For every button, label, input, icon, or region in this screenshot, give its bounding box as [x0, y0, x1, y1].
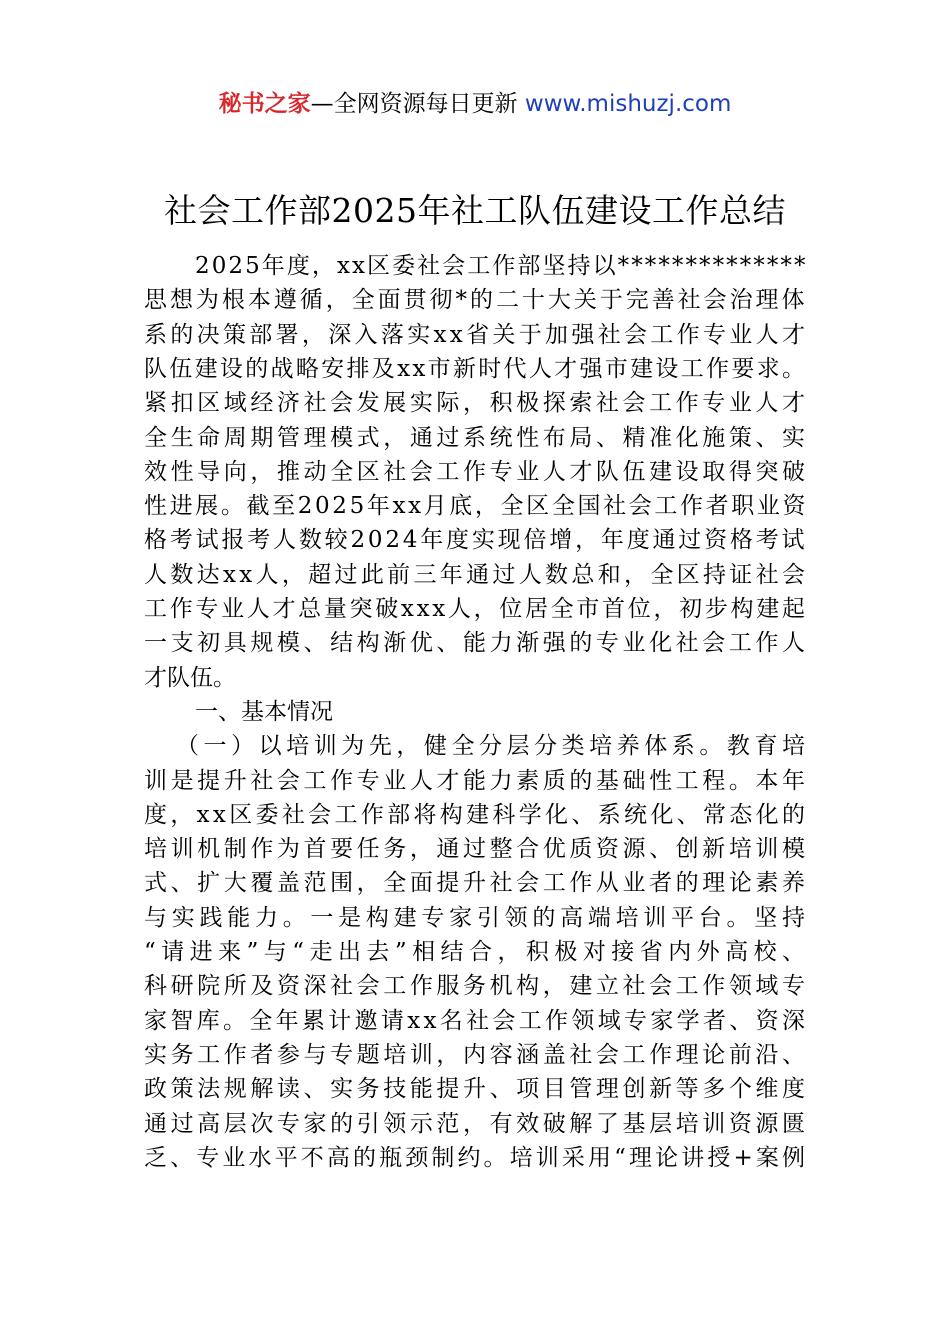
body-line: 政策法规解读、实务技能提升、项目管理创新等多个维度	[144, 1076, 809, 1103]
body-line: “请进来”与“走出去”相结合，积极对接省内外高校、	[144, 939, 811, 965]
body-line: 通过高层次专家的引领示范，有效破解了基层培训资源匮	[144, 1110, 809, 1137]
body-line: 实务工作者参与专题培训，内容涵盖社会工作理论前沿、	[144, 1041, 809, 1068]
body-line: 思想为根本遵循，全面贯彻*的二十大关于完善社会治理体	[144, 287, 808, 314]
body-line: 系的决策部署，深入落实xx省关于加强社会工作专业人才	[144, 321, 809, 348]
body-line: 紧扣区域经济社会发展实际，积极探索社会工作专业人才	[144, 390, 809, 417]
body-line: （一）以培训为先，健全分层分类培养体系。教育培	[176, 733, 810, 760]
body-line: 效性导向，推动全区社会工作专业人才队伍建设取得突破	[144, 458, 809, 485]
body-line: 一、基本情况	[195, 698, 333, 725]
header-tagline: —全网资源每日更新	[310, 91, 518, 117]
body-line: 训是提升社会工作专业人才能力素质的基础性工程。本年	[144, 767, 809, 794]
body-line: 全生命周期管理模式，通过系统性布局、精准化施策、实	[144, 424, 809, 451]
body-line: 一支初具规模、结构渐优、能力渐强的专业化社会工作人	[144, 630, 809, 657]
site-url-link[interactable]: www.mishuzj.com	[524, 91, 732, 117]
body-line: 人数达xx人，超过此前三年通过人数总和，全区持证社会	[144, 561, 809, 588]
body-line: 才队伍。	[144, 664, 236, 691]
body-line: 培训机制作为首要任务，通过整合优质资源、创新培训模	[144, 836, 809, 863]
body-line: 科研院所及资深社会工作服务机构，建立社会工作领域专	[144, 973, 809, 1000]
body-line: 2025年度，xx区委社会工作部坚持以**************	[195, 253, 808, 279]
site-header	[0, 86, 950, 122]
body-line: 乏、专业水平不高的瓶颈制约。培训采用“理论讲授+案例	[144, 1144, 809, 1171]
document-title: 社会工作部2025年社工队伍建设工作总结	[164, 191, 786, 230]
body-line: 格考试报考人数较2024年度实现倍增，年度通过资格考试	[144, 527, 808, 554]
body-line: 性进展。截至2025年xx月底，全区全国社会工作者职业资	[144, 493, 809, 520]
brand-name[interactable]: 秘书之家	[218, 91, 311, 117]
body-line: 工作专业人才总量突破xxx人，位居全市首位，初步构建起	[144, 596, 808, 622]
body-line: 度，xx区委社会工作部将构建科学化、系统化、常态化的	[144, 801, 809, 828]
body-line: 与实践能力。一是构建专家引领的高端培训平台。坚持	[144, 904, 810, 931]
body-line: 式、扩大覆盖范围，全面提升社会工作从业者的理论素养	[144, 870, 809, 897]
body-line: 队伍建设的战略安排及xx市新时代人才强市建设工作要求。	[144, 355, 808, 382]
body-line: 家智库。全年累计邀请xx名社会工作领域专家学者、资深	[144, 1007, 809, 1034]
